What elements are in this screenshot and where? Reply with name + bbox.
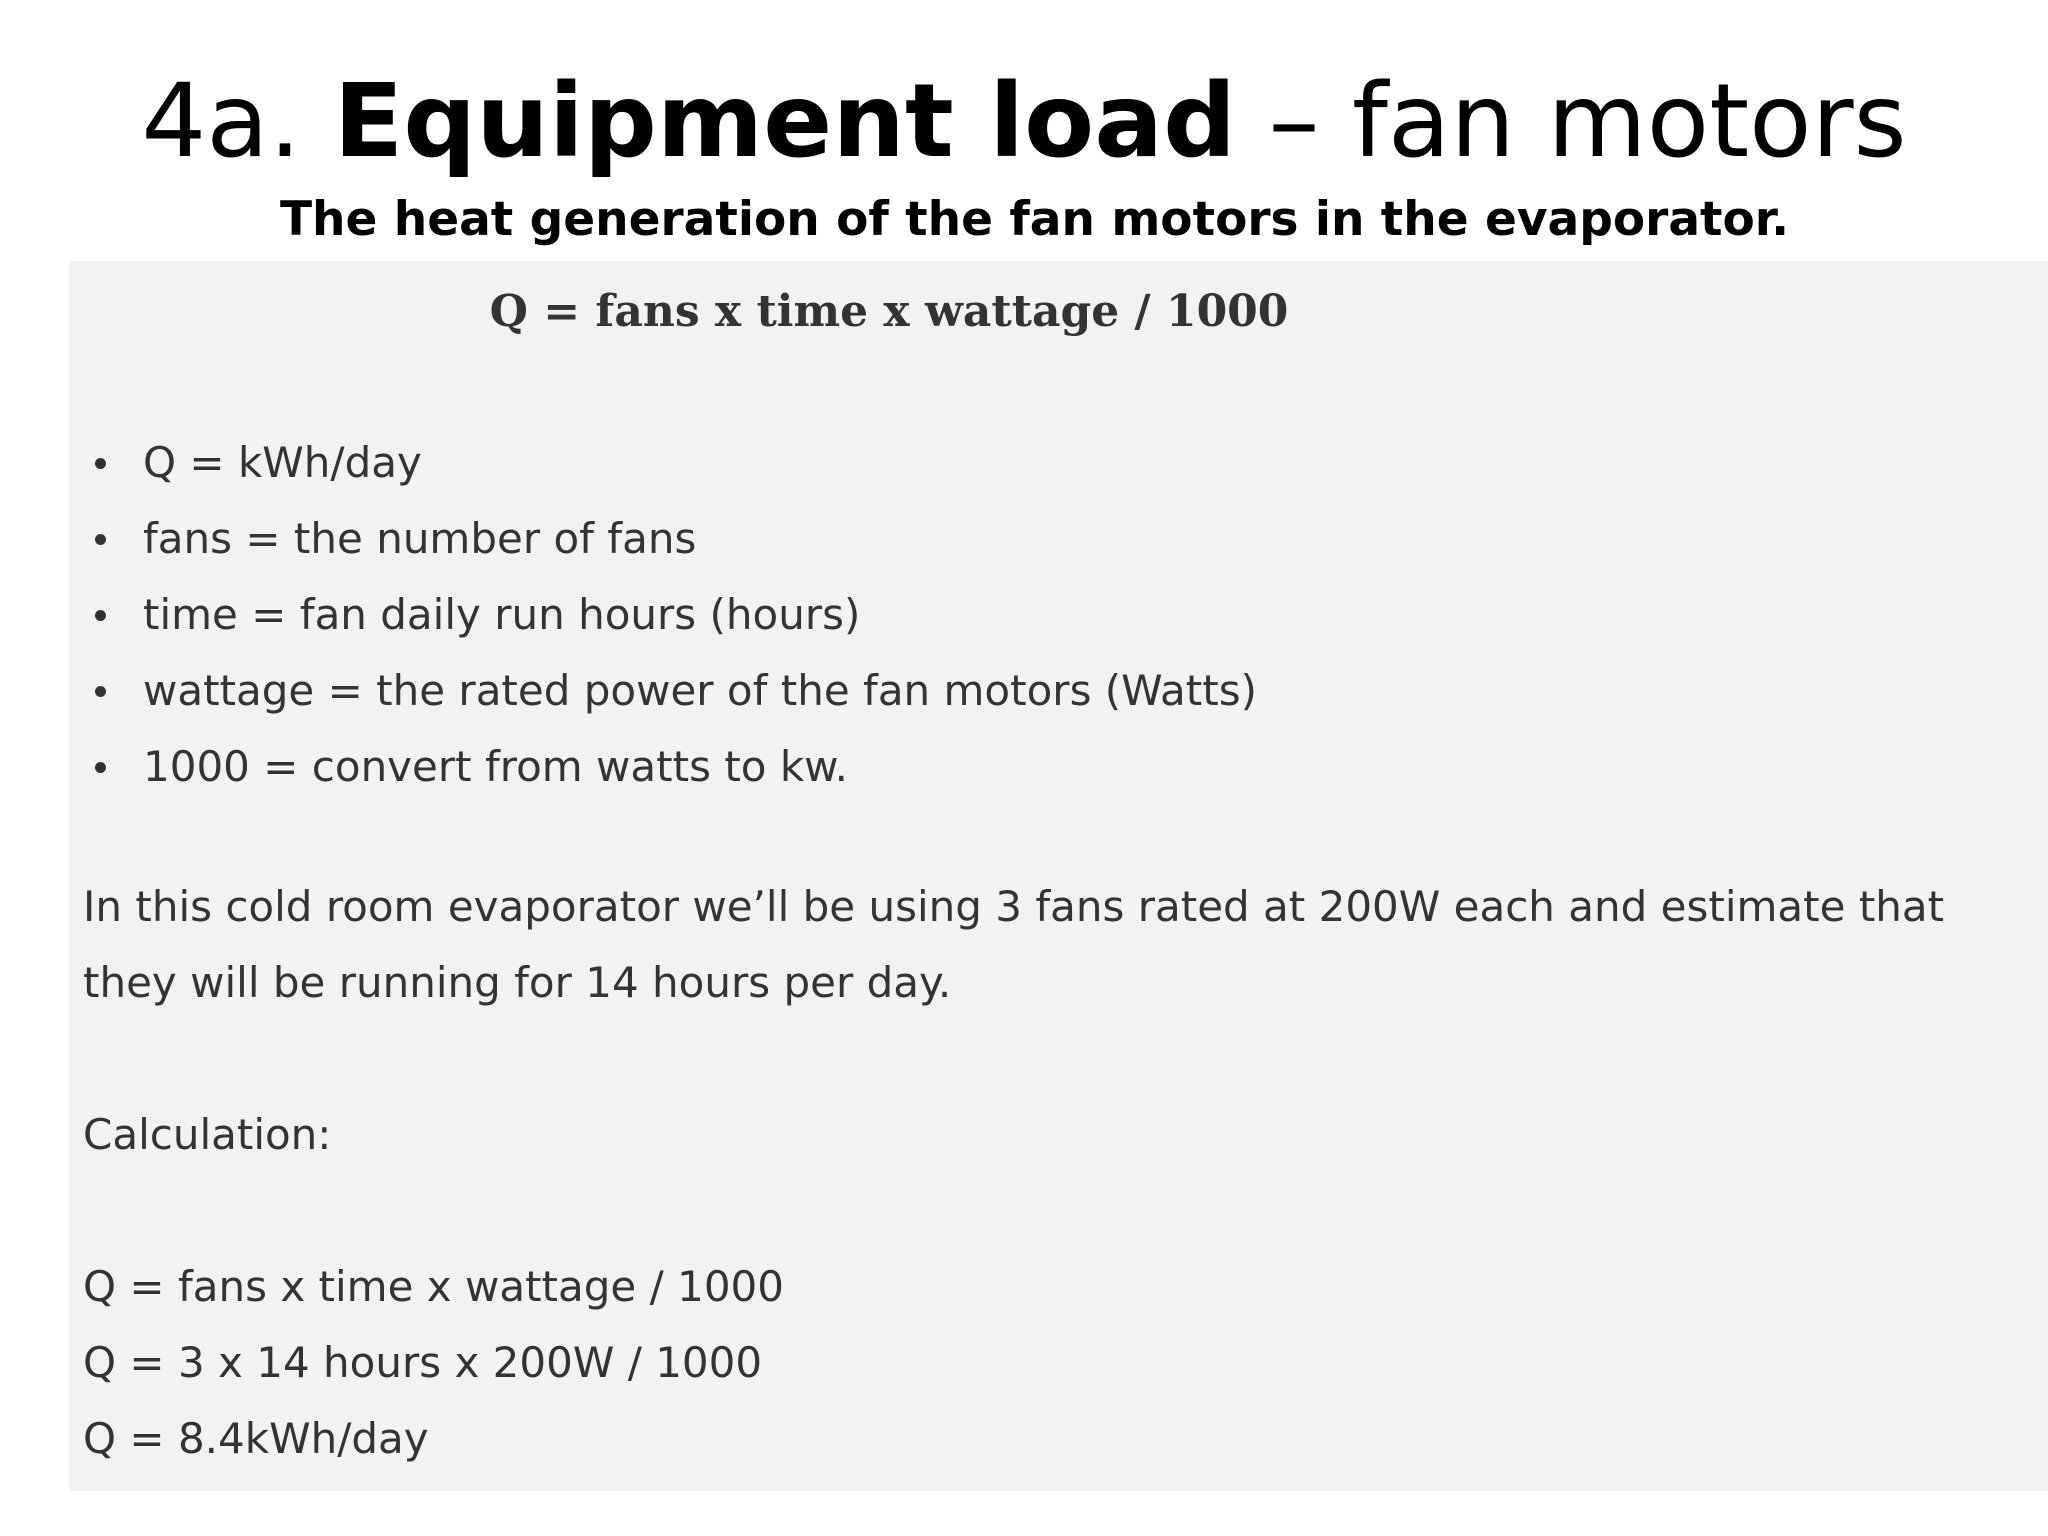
scenario-paragraph [83,869,2043,1021]
list-item [69,501,1257,577]
list-item [69,729,1257,805]
definition-text: Q = kWh/day [143,438,422,487]
title-prefix: 4a. [141,62,334,181]
bullet-icon [95,762,106,773]
formula-heading: Q = fans x time x wattage / 1000 [489,286,1289,337]
bullet-icon [95,534,106,545]
content-panel [69,261,2048,1491]
calculation-line: Q = fans x time x wattage / 1000 [83,1262,784,1311]
definition-list [69,425,1257,805]
definition-text: wattage = the rated power of the fan motors (Watts) [143,666,1257,715]
bullet-icon [95,458,106,469]
paragraph-line: In this cold room evaporator we’ll be using 3 fans rated at 200W each and estimate that [83,882,1945,931]
bullet-icon [95,686,106,697]
title-bold: Equipment load [333,62,1237,181]
list-item [69,653,1257,729]
paragraph-line: they will be running for 14 hours per day. [83,958,952,1007]
slide-title [0,62,2048,182]
title-suffix: – fan motors [1236,62,1907,181]
calculation-block [83,1249,784,1477]
calculation-label: Calculation: [83,1110,332,1159]
list-item [69,425,1257,501]
bullet-icon [95,610,106,621]
definition-text: 1000 = convert from watts to kw. [143,742,848,791]
definition-text: time = fan daily run hours (hours) [143,590,861,639]
calculation-line: Q = 8.4kWh/day [83,1414,429,1463]
calculation-line: Q = 3 x 14 hours x 200W / 1000 [83,1338,763,1387]
list-item [69,577,1257,653]
slide-subtitle: The heat generation of the fan motors in the evaporator. [280,192,1790,247]
definition-text: fans = the number of fans [143,514,697,563]
